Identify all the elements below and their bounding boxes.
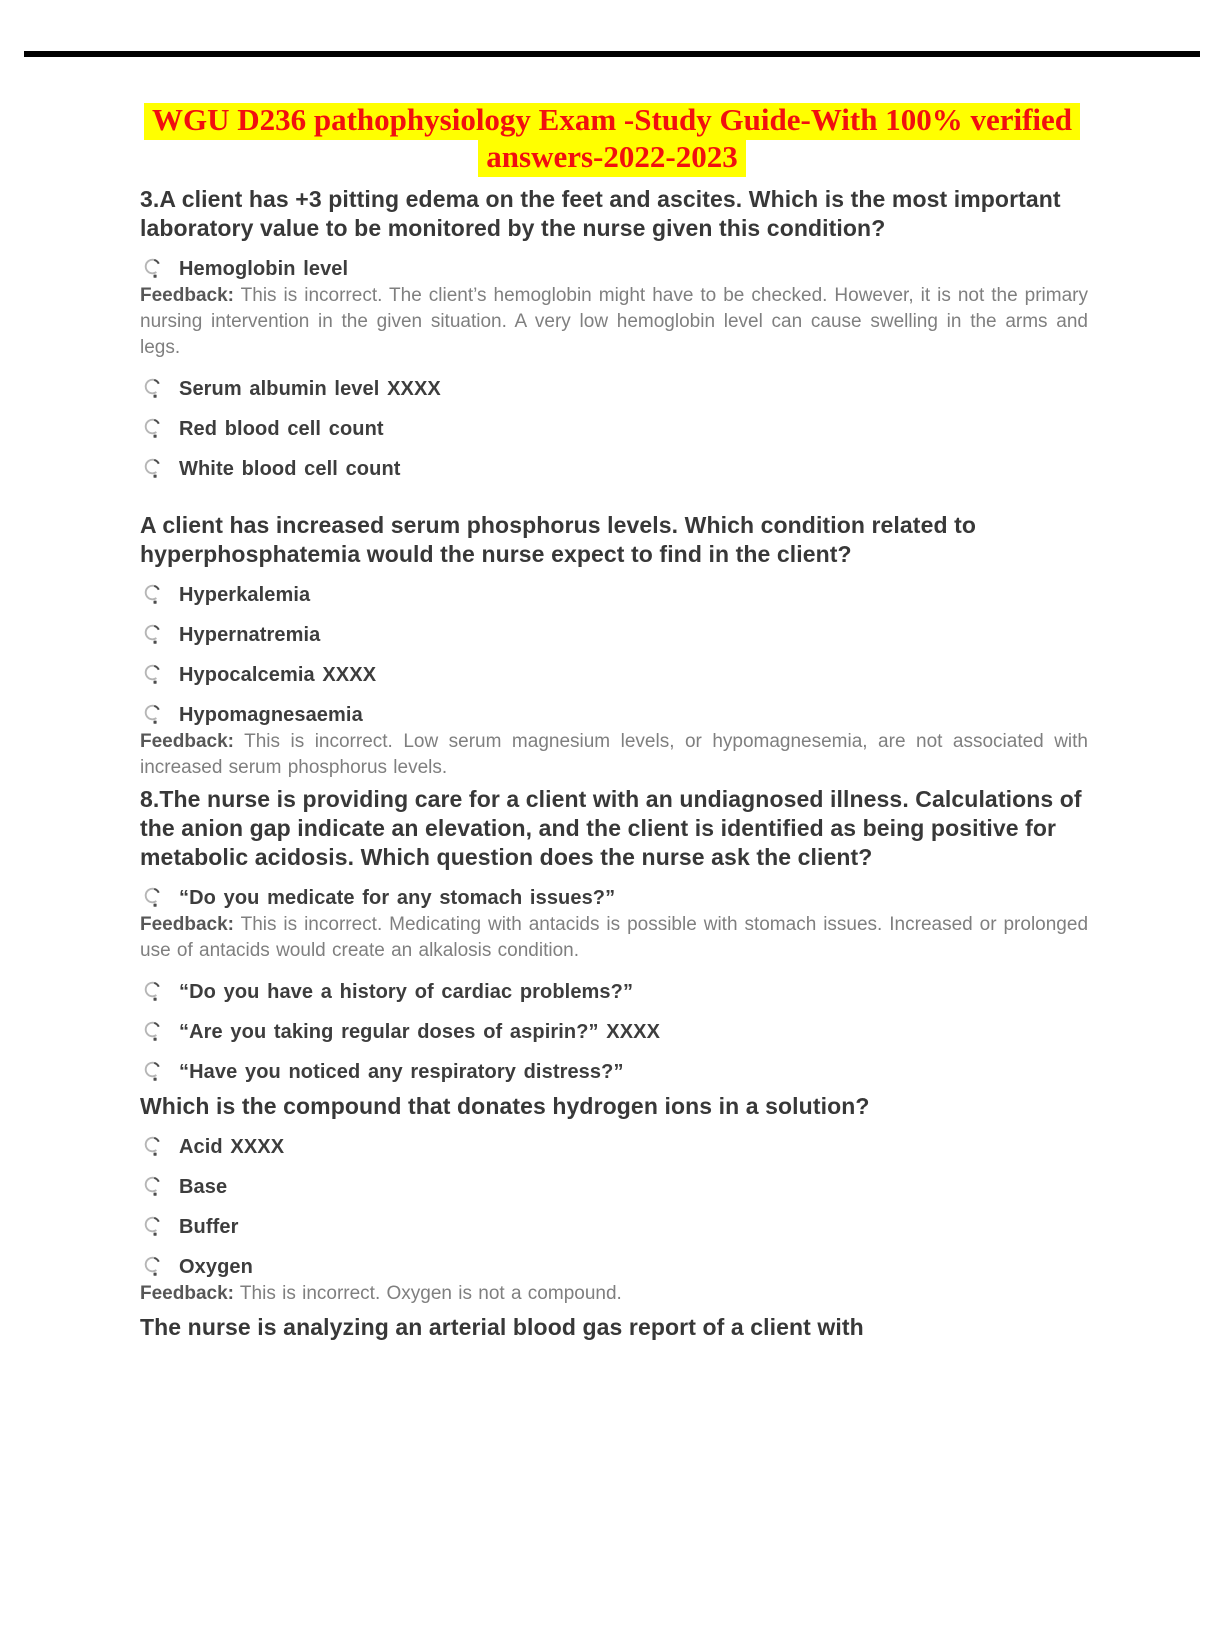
- answer-option-label: Serum albumin level XXXX: [179, 378, 441, 400]
- radio-bullet-icon: [143, 664, 164, 685]
- document-page: [0, 51, 1224, 1342]
- question-block-4: [140, 1092, 1088, 1307]
- answer-option-label: “Have you noticed any respiratory distress?”: [179, 1061, 624, 1083]
- answer-option-label: Hypernatremia: [179, 624, 321, 646]
- doc-title-line-2: answers-2022-2023: [0, 140, 1224, 177]
- feedback-body: This is incorrect. Medicating with antacids is possible with stomach issues. Increased or prolonged use of antacids would create an alkalosis condition.: [140, 914, 1089, 961]
- feedback-label: Feedback:: [140, 285, 234, 306]
- question-block-3: [140, 785, 1088, 1084]
- radio-bullet-icon: [143, 1061, 164, 1082]
- radio-bullet-icon: [143, 1216, 164, 1237]
- radio-bullet-icon: [143, 584, 164, 605]
- feedback-body: This is incorrect. The client’s hemoglobin might have to be checked. However, it is not the primary nursing intervention in the given situation. A very low hemoglobin level can cause swelling in the arms and legs.: [140, 285, 1088, 358]
- answer-option-label: Oxygen: [179, 1256, 253, 1278]
- answer-option: [140, 583, 1088, 607]
- answer-option: [140, 1215, 1088, 1239]
- question-heading: 3.A client has +3 pitting edema on the feet and ascites. Which is the most important laboratory value to be monitored by the nurse given this condition?: [140, 186, 1061, 241]
- answer-option: [140, 417, 1088, 441]
- radio-bullet-icon: [143, 1136, 164, 1157]
- answer-option: [140, 1060, 1088, 1084]
- answer-option: [140, 1135, 1088, 1159]
- radio-bullet-icon: [143, 704, 164, 725]
- doc-title-line-1: WGU D236 pathophysiology Exam -Study Guide-With 100% verified: [0, 103, 1224, 140]
- radio-bullet-icon: [143, 378, 164, 399]
- radio-bullet-icon: [143, 418, 164, 439]
- answer-option: [140, 623, 1088, 647]
- question-heading: The nurse is analyzing an arterial blood gas report of a client with: [140, 1314, 864, 1340]
- feedback-text: [140, 283, 1088, 361]
- answer-option: [140, 457, 1088, 481]
- answer-option: [140, 703, 1088, 727]
- feedback-body: This is incorrect. Oxygen is not a compound.: [239, 1283, 622, 1304]
- question-heading: Which is the compound that donates hydrogen ions in a solution?: [140, 1093, 870, 1119]
- radio-bullet-icon: [143, 624, 164, 645]
- answer-option: [140, 980, 1088, 1004]
- radio-bullet-icon: [143, 1256, 164, 1277]
- question-block-2: [140, 511, 1088, 781]
- answer-option: [140, 257, 1088, 281]
- answer-option: [140, 1255, 1088, 1279]
- doc-title: [0, 103, 1224, 177]
- feedback-text: [140, 912, 1088, 964]
- answer-option: [140, 663, 1088, 687]
- feedback-label: Feedback:: [140, 731, 234, 752]
- answer-option-label: “Are you taking regular doses of aspirin?” XXXX: [179, 1021, 661, 1043]
- answer-option-label: Base: [179, 1176, 228, 1198]
- answer-option-label: White blood cell count: [179, 458, 401, 480]
- document-content: [140, 185, 1088, 1342]
- answer-option: [140, 1020, 1088, 1044]
- question-block-1: [140, 185, 1088, 481]
- answer-option-label: “Do you have a history of cardiac problems?”: [179, 981, 634, 1003]
- feedback-label: Feedback:: [140, 914, 234, 935]
- feedback-label: Feedback:: [140, 1283, 234, 1304]
- answer-option: [140, 886, 1088, 910]
- radio-bullet-icon: [143, 981, 164, 1002]
- answer-option-label: Hemoglobin level: [179, 258, 349, 280]
- radio-bullet-icon: [143, 458, 164, 479]
- answer-option-label: Hypocalcemia XXXX: [179, 664, 377, 686]
- feedback-text: [140, 1281, 1088, 1307]
- answer-option-label: Acid XXXX: [179, 1136, 285, 1158]
- radio-bullet-icon: [143, 258, 164, 279]
- top-rule: [24, 51, 1200, 57]
- radio-bullet-icon: [143, 1021, 164, 1042]
- answer-option-label: Hypomagnesaemia: [179, 704, 363, 726]
- answer-option: [140, 1175, 1088, 1199]
- feedback-text: [140, 729, 1088, 781]
- question-block-5: [140, 1313, 1088, 1342]
- answer-option-label: Red blood cell count: [179, 418, 384, 440]
- answer-option-label: Hyperkalemia: [179, 584, 311, 606]
- answer-option-label: Buffer: [179, 1216, 239, 1238]
- radio-bullet-icon: [143, 1176, 164, 1197]
- question-heading: 8.The nurse is providing care for a client with an undiagnosed illness. Calculations of the anion gap indicate an elevation, and the client is identified as being positive for metabolic acidosis. Which question does the nurse ask the client?: [140, 786, 1082, 870]
- answer-option-label: “Do you medicate for any stomach issues?”: [179, 887, 616, 909]
- feedback-body: This is incorrect. Low serum magnesium levels, or hypomagnesemia, are not associated with increased serum phosphorus levels.: [140, 731, 1088, 778]
- answer-option: [140, 377, 1088, 401]
- question-heading: A client has increased serum phosphorus levels. Which condition related to hyperphosphatemia would the nurse expect to find in the client?: [140, 512, 977, 567]
- radio-bullet-icon: [143, 887, 164, 908]
